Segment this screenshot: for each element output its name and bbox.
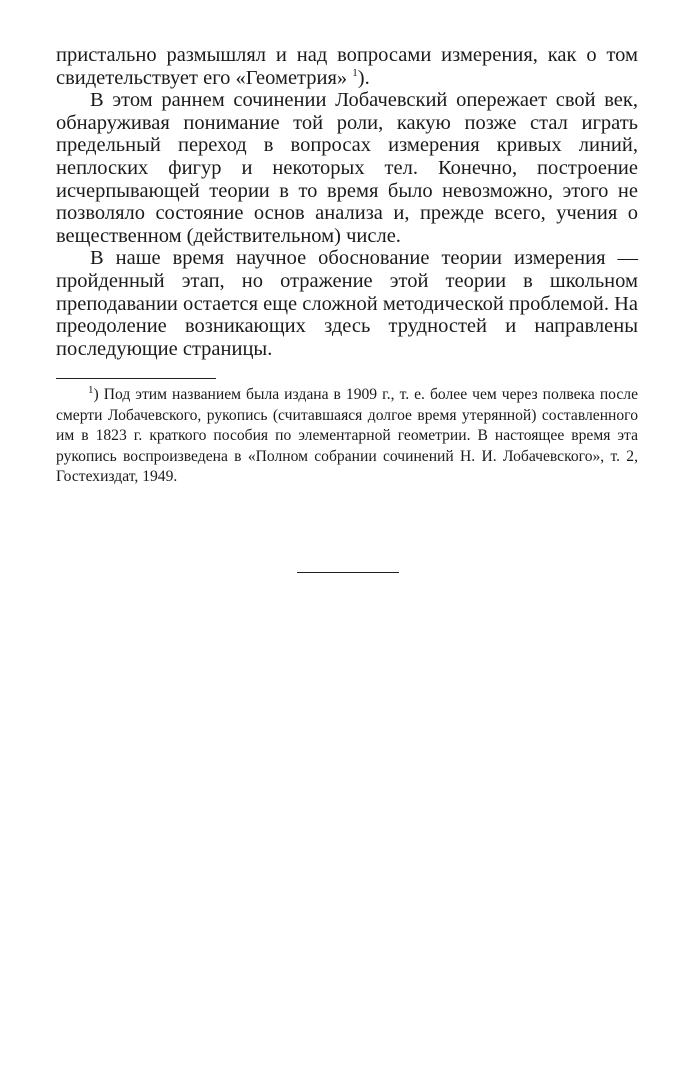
paragraph-3: В наше время научное обоснование теории измерения — пройденный этап, но отражение этой теории в школьном преподавании остается еще сложной методической проблемой. На преодоление возникающих здесь трудностей и направлены последующие страницы. xyxy=(56,247,638,360)
footnote-divider xyxy=(56,378,216,379)
footnote-marker: 1 xyxy=(88,384,94,397)
main-text xyxy=(56,44,638,360)
paragraph-1 xyxy=(56,44,638,89)
paragraph-1-end: ). xyxy=(357,66,370,89)
footnote-text: Под этим названием была издана в 1909 г., т. е. более чем через полвека после смерти Лобачевского, рукопись (считавшаяся долгое время утерянной) составленного им в 1823 г. краткого пособия по элементарной геометрии. В настоящее время эта рукопись воспроизведена в «Полном собрании сочинений Н. И. Лобачевского», т. 2, Гостехиздат, 1949. xyxy=(56,386,638,486)
section-end-rule xyxy=(297,572,399,573)
paragraph-2: В этом раннем сочинении Лобачевский опережает свой век, обнаруживая понимание той роли, какую позже стал играть предельный переход в вопросах измерения кривых линий, неплоских фигур и некоторых тел. Конечно, построение исчерпывающей теории в то время было невозможно, этого не позволяло состояние основ анализа и, прежде всего, учения о вещественном (действительном) числе. xyxy=(56,89,638,247)
page-content xyxy=(56,44,638,488)
footnote-ref: 1 xyxy=(352,66,358,79)
paragraph-1-text: пристально размышлял и над вопросами измерения, как о том свидетельствует его «Геометрия» xyxy=(56,44,638,89)
footnote-marker-close: ) xyxy=(93,386,104,404)
footnote xyxy=(56,385,638,488)
